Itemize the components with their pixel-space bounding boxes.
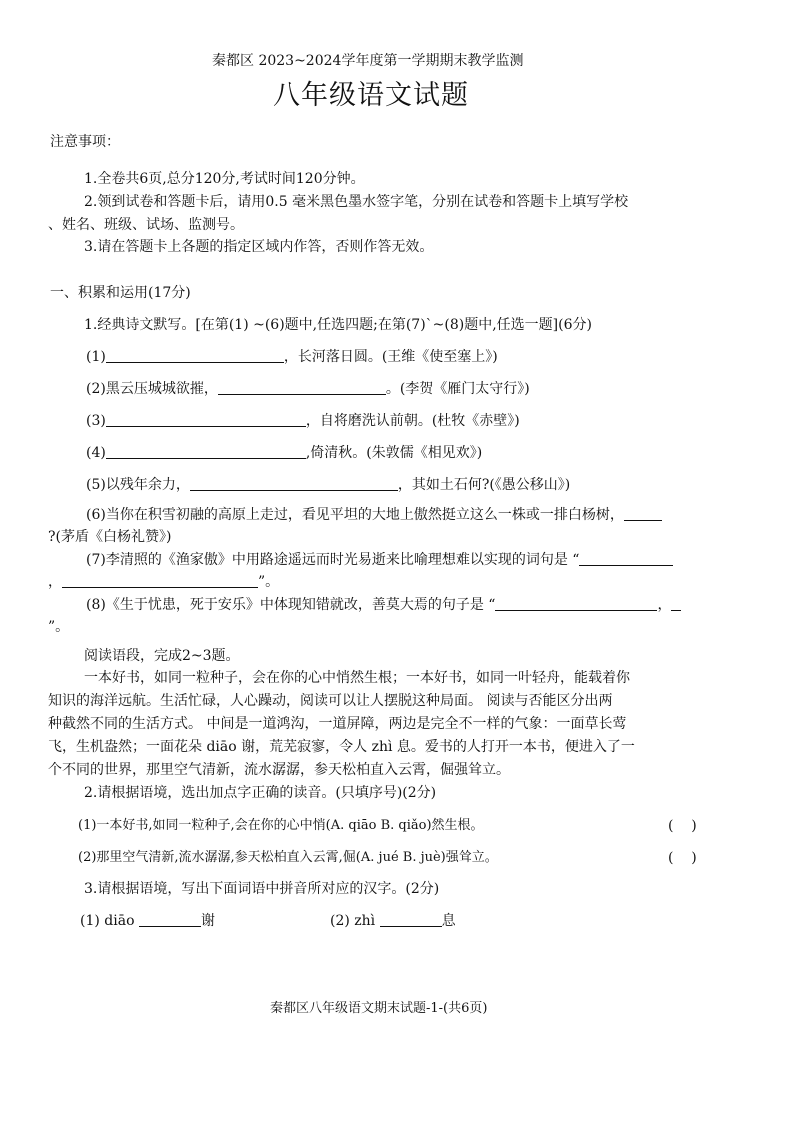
answer-blank[interactable]: [106, 348, 284, 363]
q1-item-post: ，自将磨洗认前朝。(杜牧《赤壁》): [305, 413, 520, 429]
answer-blank[interactable]: [671, 596, 681, 611]
answer-blank[interactable]: [106, 444, 306, 459]
q1-item-pre: (3): [86, 413, 106, 429]
answer-paren[interactable]: ( ): [668, 850, 697, 866]
reading-line: 种截然不同的生活方式。 中间是一道鸿沟，一道屏障，两边是完全不一样的气象：一面草长莺: [48, 716, 627, 732]
answer-blank[interactable]: [495, 596, 657, 611]
q1-item-7-cont: [48, 573, 279, 591]
answer-blank[interactable]: [62, 573, 258, 588]
q1-item-post: ，长河落日圆。(王维《使至塞上》): [283, 349, 498, 365]
answer-blank[interactable]: [190, 476, 398, 491]
q1-7-text: (7)李清照的《渔家傲》中用路途遥远而时光易逝来比喻理想难以实现的词句是 “: [86, 552, 580, 568]
q1-item: [86, 412, 520, 430]
q3-a-char: 谢: [200, 913, 215, 929]
q1-item-post: ,倚清秋。(朱敦儒《相见欢》): [305, 445, 483, 461]
q3-intro: 3.请根据语境，写出下面词语中拼音所对应的汉字。(2分): [84, 881, 440, 897]
notes-item: 2.领到试卷和答题卡后，请用0.5 毫米黑色墨水签字笔，分别在试卷和答题卡上填写学校: [84, 194, 629, 210]
notes-item: 1.全卷共6页,总分120分,考试时间120分钟。: [84, 171, 365, 187]
q1-item: [86, 476, 570, 494]
q1-item-pre: (5)以残年余力，: [86, 477, 190, 493]
q1-item: [86, 380, 530, 398]
reading-line: 知识的海洋远航。生活忙碌，人心躁动，阅读可以让人摆脱这种局面。 阅读与否能区分出两: [48, 693, 613, 709]
q1-item-pre: (1): [86, 349, 106, 365]
q1-7-close: ”。: [258, 574, 280, 590]
q2-item: (1)一本好书,如同一粒种子,会在你的心中悄(A. qiāo B. qiǎo)然生根。: [78, 818, 484, 833]
q1-8-text: (8)《生于忧患，死于安乐》中体现知错就改，善莫大焉的句子是 “: [86, 597, 496, 613]
q1-item-post: 。(李贺《雁门太守行》): [385, 381, 530, 397]
reading-line: 个不同的世界，那里空气清新，流水潺潺，参天松柏直入云霄，倔强耸立。: [48, 762, 510, 778]
q1-item-8-cont: ”。: [48, 619, 70, 635]
exam-title: 八年级语文试题: [273, 80, 469, 111]
q3-b-pinyin: (2) zhì: [330, 913, 376, 929]
q1-item-post: ，其如土石何?(《愚公移山》): [397, 477, 571, 493]
q1-item-pre: (4): [86, 445, 106, 461]
q1-item-6: [86, 506, 662, 524]
q3-a-pinyin: (1) diāo: [80, 913, 135, 929]
answer-blank[interactable]: [106, 412, 306, 427]
reading-intro: 阅读语段，完成2~3题。: [84, 648, 240, 664]
q3-item-a: [80, 912, 215, 930]
q1-item-pre: (2)黑云压城城欲摧，: [86, 381, 218, 397]
q1-6-text: (6)当你在积雪初融的高原上走过，看见平坦的大地上傲然挺立这么一株或一排白杨树，: [86, 507, 624, 523]
answer-blank[interactable]: [579, 551, 673, 566]
q1-item-8: [86, 596, 681, 614]
q1-7-comma: ，: [48, 574, 62, 590]
answer-blank[interactable]: [218, 380, 386, 395]
q3-b-char: 息: [441, 913, 456, 929]
q1-item-6-cont: ?(茅盾《白杨礼赞》): [48, 529, 172, 545]
q1-8-comma: ，: [657, 597, 672, 613]
q1-item-7: [86, 551, 673, 569]
notes-heading: 注意事项：: [50, 134, 120, 150]
q2-intro: 2.请根据语境，选出加点字正确的读音。(只填序号)(2分): [84, 785, 437, 801]
exam-subtitle: 秦都区 2023~2024学年度第一学期期末教学监测: [212, 53, 524, 69]
q1-item: [86, 444, 482, 462]
q2-item: (2)那里空气清新,流水潺潺,参天松柏直入云霄,倔(A. jué B. juè)强耸立。: [78, 850, 498, 865]
page-footer: 秦都区八年级语文期末试题-1-(共6页): [270, 1001, 488, 1016]
notes-item: 、姓名、班级、试场、监测号。: [48, 217, 244, 233]
answer-paren[interactable]: ( ): [668, 818, 697, 834]
reading-line: 一本好书，如同一粒种子，会在你的心中悄然生根；一本好书，如同一叶轻舟，能载着你: [84, 670, 630, 686]
reading-line: 飞，生机盎然；一面花朵 diāo 谢，荒芜寂寥，令人 zhì 息。爱书的人打开一本书，便进入了一: [48, 739, 635, 755]
answer-blank[interactable]: [380, 912, 442, 927]
notes-item: 3.请在答题卡上各题的指定区域内作答，否则作答无效。: [84, 239, 434, 255]
section-heading: 一、积累和运用(17分): [50, 285, 191, 301]
answer-blank[interactable]: [624, 506, 662, 521]
q1-intro: 1.经典诗文默写。[在第(1) ~(6)题中,任选四题;在第(7)`~(8)题中,任选一题](6分): [84, 317, 592, 333]
answer-blank[interactable]: [139, 912, 201, 927]
q3-item-b: [330, 912, 456, 930]
q1-item: [86, 348, 498, 366]
